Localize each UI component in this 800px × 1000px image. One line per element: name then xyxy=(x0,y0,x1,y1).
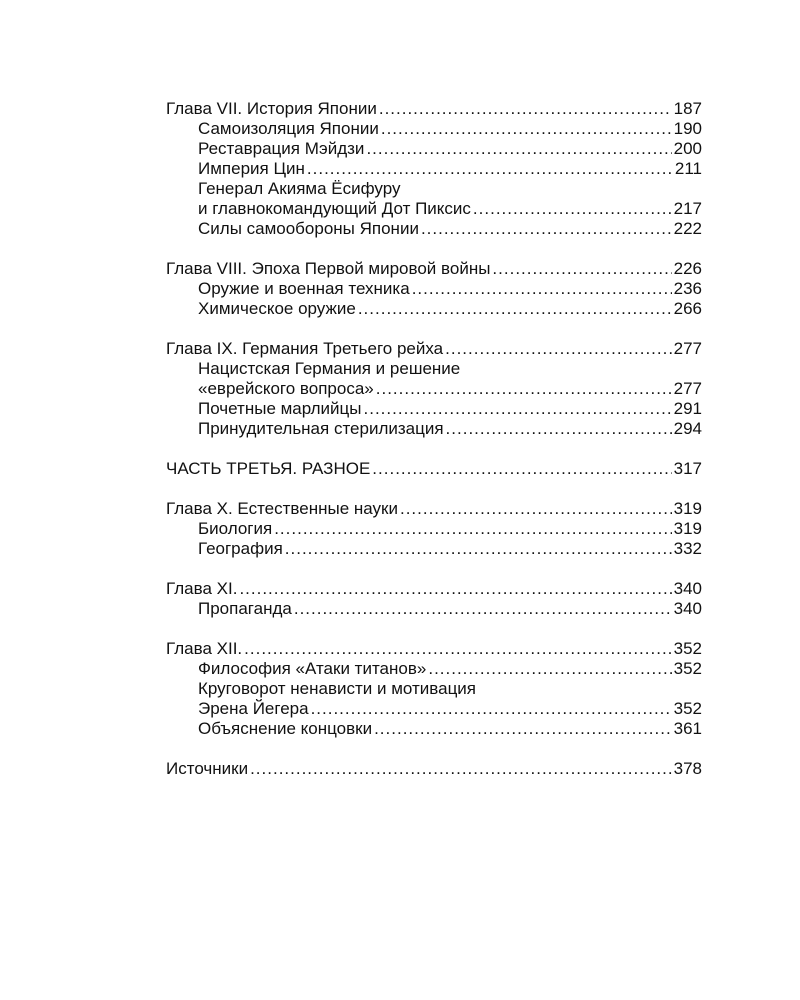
toc-entry-page: 277 xyxy=(673,339,702,358)
toc-subentry xyxy=(166,659,702,679)
toc-entry-title: Глава X. Естественные науки xyxy=(166,499,398,518)
dot-leader xyxy=(358,299,672,319)
toc-subentry-title: Пропаганда xyxy=(198,599,292,618)
toc-subentry-page: 361 xyxy=(673,719,702,738)
toc-entry-title: Глава IX. Германия Третьего рейха xyxy=(166,339,444,358)
toc-entry-title: ЧАСТЬ ТРЕТЬЯ. РАЗНОЕ xyxy=(166,459,371,478)
toc-entry-title: Глава VIII. Эпоха Первой мировой войны xyxy=(166,259,491,278)
toc-subentry-title: Эрена Йегера xyxy=(198,699,309,718)
toc-entry-page: 317 xyxy=(673,459,702,478)
toc-entry-page: 226 xyxy=(673,259,702,278)
toc-subentry-page: 217 xyxy=(673,199,702,218)
toc-subentry-page: 211 xyxy=(674,159,702,178)
toc-subentry-continued xyxy=(166,679,702,699)
toc-subentry-page: 340 xyxy=(673,599,702,618)
spacer xyxy=(166,239,702,259)
table-of-contents xyxy=(166,99,702,779)
toc-entry-chapter-8 xyxy=(166,259,702,279)
toc-entry-page: 340 xyxy=(673,579,702,598)
spacer xyxy=(166,739,702,759)
spacer xyxy=(166,619,702,639)
dot-leader xyxy=(307,159,673,179)
dot-leader xyxy=(379,99,672,119)
toc-subentry-title: Биология xyxy=(198,519,273,538)
dot-leader xyxy=(492,259,671,279)
toc-subentry-title: «еврейского вопроса» xyxy=(198,379,374,398)
toc-subentry-title: Принудительная стерилизация xyxy=(198,419,444,438)
toc-subentry-title: Оружие и военная техника xyxy=(198,279,410,298)
dot-leader xyxy=(274,519,671,539)
toc-entry-page: 378 xyxy=(673,759,702,778)
toc-subentry-page: 266 xyxy=(673,299,702,318)
dot-leader xyxy=(372,459,671,479)
dot-leader xyxy=(250,759,672,779)
toc-subentry xyxy=(166,379,702,399)
toc-entry-chapter-12 xyxy=(166,639,702,659)
toc-subentry-page: 222 xyxy=(673,219,702,238)
toc-subentry-page: 319 xyxy=(673,519,702,538)
dot-leader xyxy=(412,279,672,299)
toc-entry-page: 319 xyxy=(673,499,702,518)
toc-subentry xyxy=(166,119,702,139)
toc-subentry xyxy=(166,199,702,219)
toc-subentry-title: Почетные марлийцы xyxy=(198,399,362,418)
dot-leader xyxy=(239,579,671,599)
toc-subentry-title: Самоизоляция Японии xyxy=(198,119,379,138)
toc-entry-chapter-9 xyxy=(166,339,702,359)
dot-leader xyxy=(421,219,672,239)
toc-subentry-page: 190 xyxy=(673,119,702,138)
toc-entry-chapter-11 xyxy=(166,579,702,599)
dot-leader xyxy=(445,339,671,359)
toc-subentry xyxy=(166,539,702,559)
toc-entry-part-3 xyxy=(166,459,702,479)
toc-entry-chapter-10 xyxy=(166,499,702,519)
toc-entry-sources xyxy=(166,759,702,779)
toc-subentry-page: 352 xyxy=(673,659,702,678)
toc-subentry-title-line1: Круговорот ненависти и мотивация xyxy=(198,679,477,698)
spacer xyxy=(166,559,702,579)
toc-subentry-title: и главнокомандующий Дот Пиксис xyxy=(198,199,471,218)
toc-subentry xyxy=(166,399,702,419)
dot-leader xyxy=(381,119,672,139)
toc-subentry xyxy=(166,219,702,239)
dot-leader xyxy=(366,139,671,159)
spacer xyxy=(166,479,702,499)
toc-entry-page: 187 xyxy=(673,99,702,118)
toc-subentry xyxy=(166,139,702,159)
dot-leader xyxy=(285,539,672,559)
dot-leader xyxy=(428,659,671,679)
toc-subentry-title: Реставрация Мэйдзи xyxy=(198,139,365,158)
toc-subentry-title: Химическое оружие xyxy=(198,299,356,318)
toc-entry-title: Глава XII. xyxy=(166,639,243,658)
spacer xyxy=(166,439,702,459)
toc-subentry-page: 352 xyxy=(673,699,702,718)
toc-subentry xyxy=(166,519,702,539)
toc-subentry-continued xyxy=(166,359,702,379)
toc-subentry-page: 332 xyxy=(673,539,702,558)
toc-subentry-title: Объяснение концовки xyxy=(198,719,373,738)
dot-leader xyxy=(400,499,672,519)
toc-subentry-page: 200 xyxy=(673,139,702,158)
toc-subentry-page: 277 xyxy=(673,379,702,398)
toc-subentry xyxy=(166,159,702,179)
toc-subentry-title: География xyxy=(198,539,283,558)
toc-subentry xyxy=(166,719,702,739)
toc-entry-chapter-7 xyxy=(166,99,702,119)
dot-leader xyxy=(244,639,671,659)
toc-subentry-page: 236 xyxy=(673,279,702,298)
toc-entry-title: Источники xyxy=(166,759,249,778)
toc-subentry-title: Философия «Атаки титанов» xyxy=(198,659,427,678)
toc-entry-title: Глава VII. История Японии xyxy=(166,99,377,118)
toc-subentry xyxy=(166,299,702,319)
toc-subentry xyxy=(166,599,702,619)
dot-leader xyxy=(376,379,672,399)
toc-subentry-page: 294 xyxy=(673,419,702,438)
spacer xyxy=(166,319,702,339)
toc-subentry xyxy=(166,419,702,439)
toc-subentry-page: 291 xyxy=(673,399,702,418)
toc-entry-page: 352 xyxy=(673,639,702,658)
dot-leader xyxy=(364,399,672,419)
toc-subentry-title-line1: Генерал Акияма Ёсифуру xyxy=(198,179,401,198)
toc-subentry-title: Силы самообороны Японии xyxy=(198,219,419,238)
dot-leader xyxy=(311,699,672,719)
toc-subentry-continued xyxy=(166,179,702,199)
dot-leader xyxy=(294,599,672,619)
toc-subentry xyxy=(166,699,702,719)
toc-subentry-title-line1: Нацистская Германия и решение xyxy=(198,359,461,378)
toc-subentry-title: Империя Цин xyxy=(198,159,305,178)
toc-subentry xyxy=(166,279,702,299)
toc-entry-title: Глава XI. xyxy=(166,579,238,598)
dot-leader xyxy=(473,199,672,219)
dot-leader xyxy=(374,719,672,739)
dot-leader xyxy=(446,419,672,439)
